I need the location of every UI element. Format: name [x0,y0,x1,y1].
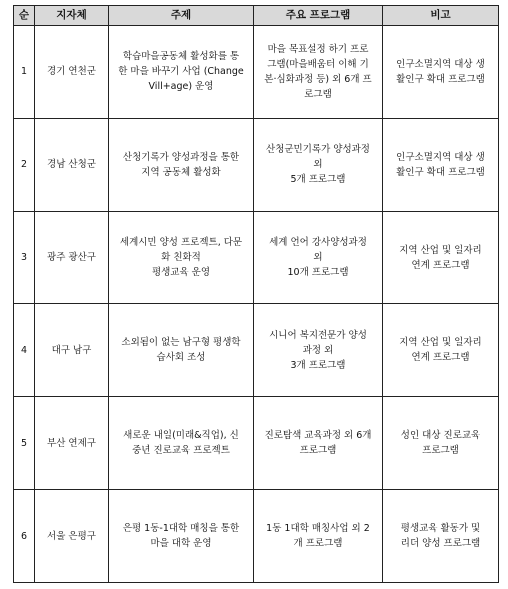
table-row [14,397,499,490]
cell-note: 지역 산업 및 일자리 연계 프로그램 [383,211,499,304]
cell-program: 진로탐색 교육과정 외 6개 프로그램 [254,397,383,490]
programs-table [13,5,499,583]
cell-region: 부산 연제구 [35,397,109,490]
header-topic: 주제 [109,6,254,26]
table-row [14,304,499,397]
cell-program: 시니어 복지전문가 양성 과정 외 3개 프로그램 [254,304,383,397]
cell-region: 광주 광산구 [35,211,109,304]
cell-program: 산청군민기록가 양성과정 외 5개 프로그램 [254,118,383,211]
cell-note: 성인 대상 진로교육 프로그램 [383,397,499,490]
cell-no: 5 [14,397,35,490]
cell-region: 대구 남구 [35,304,109,397]
header-program: 주요 프로그램 [254,6,383,26]
cell-region: 서울 은평구 [35,490,109,583]
cell-no: 6 [14,490,35,583]
cell-program: 세계 언어 강사양성과정 외 10개 프로그램 [254,211,383,304]
cell-note: 평생교육 활동가 및 리더 양성 프로그램 [383,490,499,583]
cell-note: 지역 산업 및 일자리 연계 프로그램 [383,304,499,397]
cell-no: 3 [14,211,35,304]
cell-topic: 학습마을공동체 활성화를 통 한 마을 바꾸기 사업 (Change Vill+age) 운영 [109,26,254,119]
cell-topic: 세계시민 양성 프로젝트, 다문 화 친화적 평생교육 운영 [109,211,254,304]
cell-note: 인구소멸지역 대상 생 활인구 확대 프로그램 [383,26,499,119]
header-row [14,6,499,26]
cell-topic: 새로운 내일(미래&직업), 신 중년 진로교육 프로젝트 [109,397,254,490]
cell-region: 경기 연천군 [35,26,109,119]
cell-region: 경남 산청군 [35,118,109,211]
cell-topic: 은평 1동-1대학 매칭을 통한 마을 대학 운영 [109,490,254,583]
cell-no: 1 [14,26,35,119]
cell-no: 2 [14,118,35,211]
header-note: 비고 [383,6,499,26]
cell-topic: 소외됨이 없는 남구형 평생학 습사회 조성 [109,304,254,397]
cell-program: 마을 목표설정 하기 프로 그램(마을배움터 이해 기 본·심화과정 등) 외 6개 프 로그램 [254,26,383,119]
header-region: 지자체 [35,6,109,26]
cell-no: 4 [14,304,35,397]
cell-program: 1동 1대학 매칭사업 외 2 개 프로그램 [254,490,383,583]
table-row [14,211,499,304]
cell-topic: 산청기록가 양성과정을 통한 지역 공동체 활성화 [109,118,254,211]
table-row [14,26,499,119]
cell-note: 인구소멸지역 대상 생 활인구 확대 프로그램 [383,118,499,211]
table-row [14,490,499,583]
header-no: 순 [14,6,35,26]
table-row [14,118,499,211]
